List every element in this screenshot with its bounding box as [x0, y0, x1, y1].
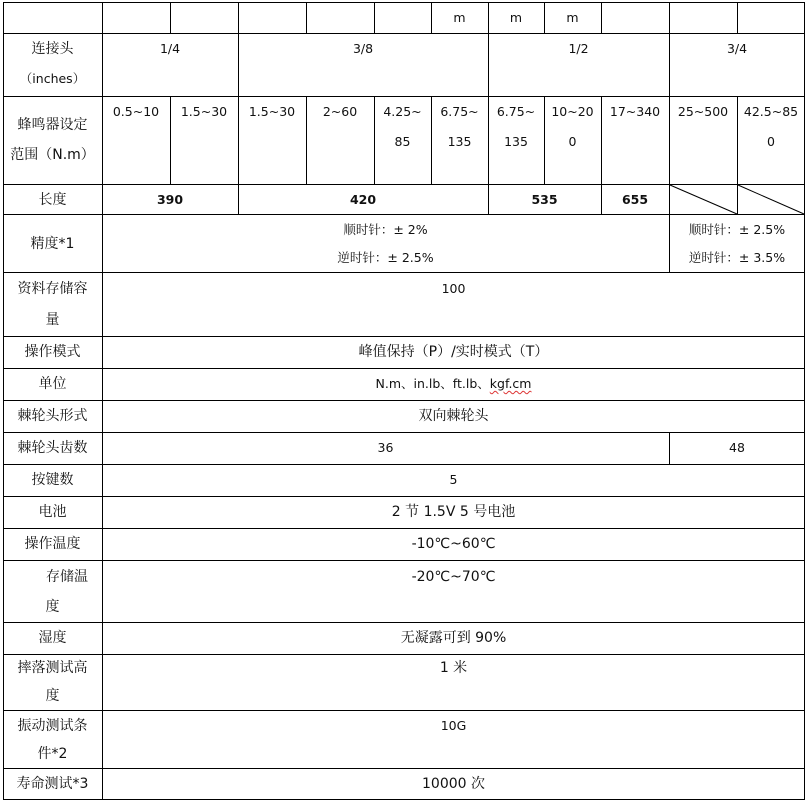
vibration-value: 10G: [440, 718, 467, 733]
unit-value: [102, 369, 805, 399]
buzzer-range-4: 2~60: [322, 104, 358, 119]
buzzer-range-5-line1: 4.25~: [383, 104, 422, 119]
buzzer-range-3: 1.5~30: [248, 104, 296, 119]
connector-size-2: 3/8: [352, 41, 374, 56]
ratchet-type-value: 双向棘轮头: [418, 408, 489, 424]
accuracy-std-ccw: 逆时针：± 2.5%: [337, 250, 434, 265]
storage-value: 100: [441, 281, 466, 296]
length-value-2: 420: [349, 192, 377, 207]
battery-value: 2 节 1.5V 5 号电池: [391, 504, 516, 520]
mode-label: 操作模式: [24, 344, 81, 360]
connector-label-line2: （inches）: [19, 71, 86, 86]
accuracy-std-cw: 顺时针：± 2%: [343, 222, 428, 237]
length-value-3: 535: [531, 192, 558, 207]
vibration-label-line2: 件*2: [37, 746, 68, 762]
storage-label-line2: 量: [45, 312, 60, 328]
buzzer-range-10: 25~500: [677, 104, 729, 119]
connector-label-line1: 连接头: [31, 41, 74, 57]
ratchet-teeth-label: 棘轮头齿数: [17, 440, 88, 456]
buzzer-range-11-line2: 0: [767, 134, 775, 149]
ratchet-teeth-small: 36: [377, 440, 394, 455]
life-label: 寿命测试*3: [16, 776, 89, 792]
na-diagonal-1: [670, 185, 737, 214]
buzzer-label-line2: 范围（N.m）: [10, 147, 95, 163]
buzzer-range-8-line2: 0: [568, 134, 577, 149]
battery-label: 电池: [38, 504, 67, 520]
store-temp-label-line2: 度: [45, 599, 60, 615]
humidity-label: 湿度: [38, 630, 67, 646]
accuracy-big-ccw: 逆时针：± 3.5%: [688, 250, 786, 265]
store-temp-label-line1: 存储温: [46, 569, 88, 585]
buzzer-range-7-line2: 135: [504, 134, 528, 149]
ratchet-type-label: 棘轮头形式: [17, 408, 88, 424]
drop-value: 1 米: [439, 660, 468, 676]
keys-label: 按键数: [31, 472, 74, 488]
unit-label: 单位: [38, 376, 67, 392]
accuracy-big-cw: 顺时针：± 2.5%: [688, 222, 786, 237]
connector-size-4: 3/4: [726, 41, 748, 56]
top-unit-3: m: [566, 10, 579, 25]
unit-value-main: N.m、in.lb、ft.lb、: [375, 376, 490, 391]
buzzer-label-line1: 蜂鸣器设定: [17, 117, 88, 133]
buzzer-range-7-line1: 6.75~: [496, 104, 536, 119]
life-value: 10000 次: [422, 776, 485, 792]
top-unit-2: m: [509, 10, 523, 25]
buzzer-range-6-line1: 6.75~: [440, 104, 479, 119]
buzzer-range-11-line1: 42.5~85: [743, 104, 799, 119]
length-value-1: 390: [156, 192, 184, 207]
buzzer-range-9: 17~340: [609, 104, 661, 119]
length-label: 长度: [38, 192, 67, 208]
drop-label-line1: 摔落测试高: [17, 660, 88, 676]
storage-label-line1: 资料存储容: [17, 281, 88, 297]
buzzer-range-8-line1: 10~20: [551, 104, 594, 119]
vibration-label-line1: 振动测试条: [17, 718, 88, 734]
top-unit-1: m: [453, 10, 466, 25]
accuracy-label: 精度*1: [30, 236, 75, 252]
buzzer-range-6-line2: 135: [447, 134, 472, 149]
buzzer-range-5-line2: 85: [394, 134, 411, 149]
connector-size-3: 1/2: [568, 41, 589, 56]
op-temp-label: 操作温度: [24, 536, 81, 552]
keys-value: 5: [449, 472, 458, 487]
connector-size-1: 1/4: [159, 41, 181, 56]
mode-value: 峰值保持（P）/实时模式（T）: [358, 344, 549, 360]
drop-label-line2: 度: [45, 688, 60, 704]
length-value-4: 655: [621, 192, 649, 207]
unit-value-kgf: kgf.cm: [489, 376, 532, 391]
op-temp-value: -10℃~60℃: [411, 536, 496, 552]
buzzer-range-2: 1.5~30: [180, 104, 228, 119]
buzzer-range-1: 0.5~10: [112, 104, 160, 119]
na-diagonal-2: [738, 185, 804, 214]
store-temp-value: -20℃~70℃: [411, 569, 496, 585]
humidity-value: 无凝露可到 90%: [400, 630, 507, 646]
ratchet-teeth-large: 48: [729, 440, 745, 455]
